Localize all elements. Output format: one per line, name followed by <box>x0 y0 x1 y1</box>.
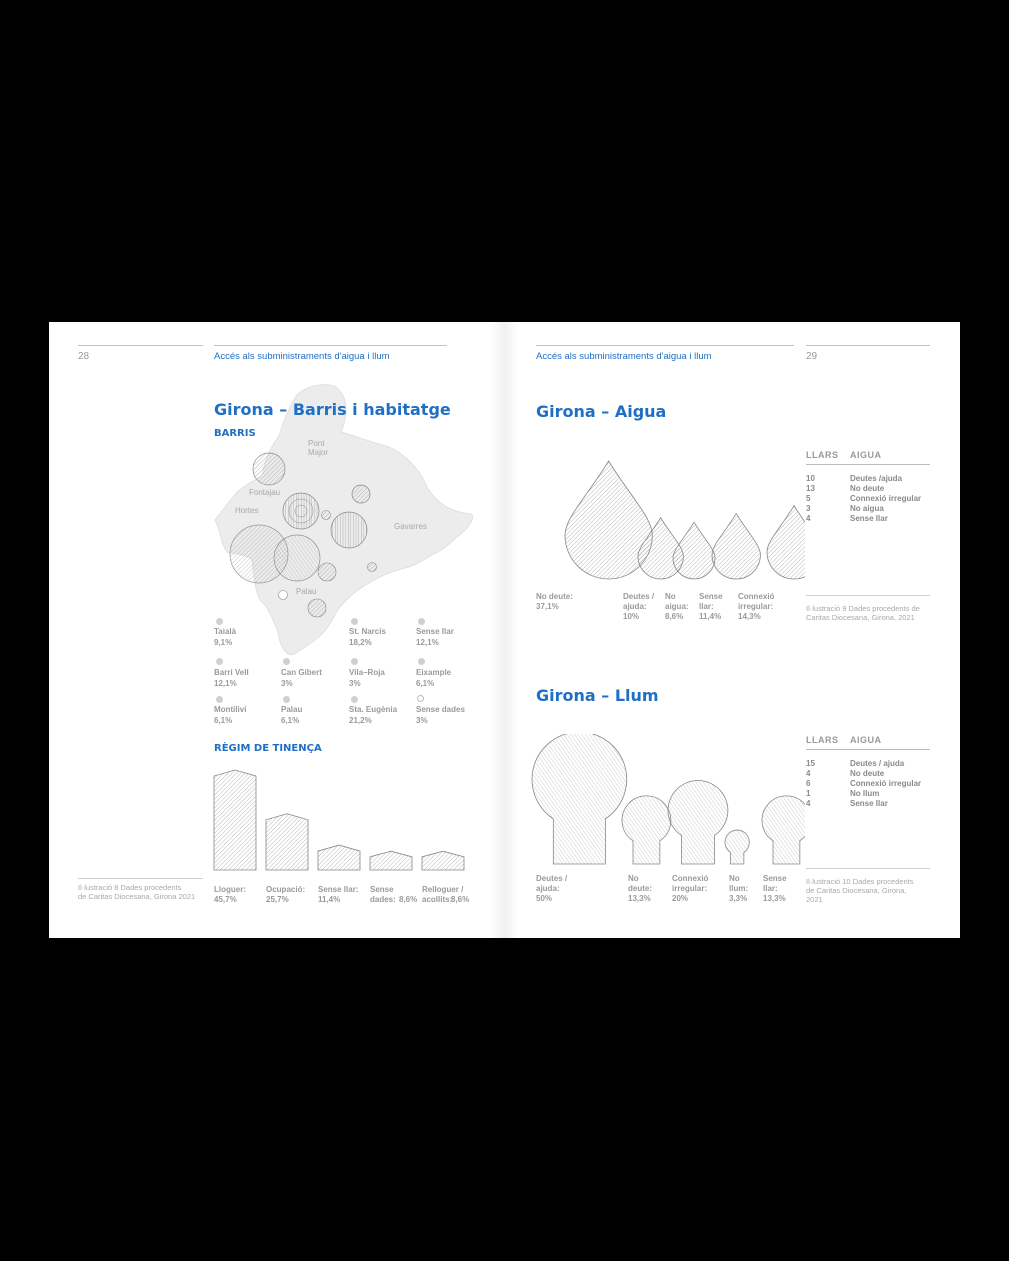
llum-bulb-value: 13,3% <box>628 894 651 903</box>
legend-dot <box>216 696 223 703</box>
aigua-table <box>806 450 930 530</box>
regim-bar-label: Lloguer: <box>214 885 246 894</box>
legend-value: 6,1% <box>281 716 300 725</box>
row-count: 3 <box>806 504 811 513</box>
aigua-drop-value: 11,4% <box>699 612 722 621</box>
llum-bulb-value: 3,3% <box>729 894 748 903</box>
legend-name: Palau <box>281 705 303 714</box>
row-label: Connexió irregular <box>850 779 922 788</box>
llum-table-row <box>806 799 946 809</box>
aigua-table-header-aigua: AIGUA <box>850 450 882 460</box>
regim-bar-label: Sense llar: <box>318 885 359 894</box>
book-spread <box>49 322 960 938</box>
llum-bulb <box>762 796 805 864</box>
legend-value: 6,1% <box>416 679 435 688</box>
regim-bar <box>370 851 412 870</box>
aigua-table-row <box>806 494 946 504</box>
aigua-drop-label: Connexió irregular: <box>738 592 775 611</box>
legend-dot <box>418 618 425 625</box>
llum-table-row <box>806 759 946 769</box>
llum-bulb <box>668 780 728 864</box>
regim-bars-chart <box>209 762 479 872</box>
llum-table-row <box>806 779 946 789</box>
legend-value: 3% <box>416 716 428 725</box>
legend-value: 18,2% <box>349 638 372 647</box>
legend-name: Sense llar <box>416 627 454 636</box>
legend-dot <box>418 658 425 665</box>
row-label: No deute <box>850 484 885 493</box>
llum-bulb <box>725 830 749 864</box>
aigua-drop-label: Sense llar: <box>699 592 723 611</box>
aigua-drop-label: No aigua: <box>665 592 689 611</box>
llum-bulb-value: 13,3% <box>763 894 786 903</box>
aigua-drop-value: 14,3% <box>738 612 761 621</box>
legend-name: Taialà <box>214 627 237 636</box>
llum-title: Girona – Llum <box>536 686 659 705</box>
aigua-drop-value: 10% <box>623 612 640 621</box>
regim-bar-label: Relloguer / acollits: <box>422 885 464 904</box>
row-label: Deutes / ajuda <box>850 759 905 768</box>
llum-bulb <box>622 796 671 864</box>
aigua-drop-label: Deutes / ajuda: <box>623 592 655 611</box>
llum-bulb-label: Sense llar: <box>763 874 787 893</box>
map-circle-barri-vell <box>274 535 320 581</box>
map-circle-small-1 <box>322 511 331 520</box>
map-circle-palau <box>308 599 326 617</box>
aigua-drop <box>712 514 760 579</box>
llum-table-rule <box>806 749 930 750</box>
row-label: Deutes /ajuda <box>850 474 903 483</box>
legend-dot <box>216 618 223 625</box>
llum-table-header-llars: LLARS <box>806 735 839 745</box>
legend-dot <box>351 696 358 703</box>
map-label-fontajau: Fontajau <box>249 488 281 497</box>
legend-name: Montilivi <box>214 705 247 714</box>
legend-name: Vila–Roja <box>349 668 385 677</box>
regim-bar-value: 25,7% <box>266 895 289 904</box>
running-head-right: Accés als subministraments d'aigua i llum <box>536 351 712 362</box>
llum-footnote: Il·lustració 10 Dades procedents de Caritas Diocesana, Girona, 2021 <box>806 877 914 904</box>
regim-bar <box>422 851 464 870</box>
legend-value: 6,1% <box>214 716 233 725</box>
map-label-pont-major: Pont Major <box>308 439 329 457</box>
map-circle-fontajau <box>283 493 319 529</box>
row-count: 4 <box>806 799 811 808</box>
legend-value: 12,1% <box>214 679 237 688</box>
girona-barris-map <box>199 377 489 667</box>
row-label: Sense llar <box>850 514 888 523</box>
row-label: No llum <box>850 789 880 798</box>
row-count: 6 <box>806 779 811 788</box>
aigua-table-row <box>806 484 946 494</box>
barris-heading: BARRIS <box>214 428 256 439</box>
right-top-rule-short <box>806 345 930 346</box>
legend-name: Sense dades <box>416 705 465 714</box>
map-circle-palau-open <box>279 591 288 600</box>
regim-bar-value: 8,6% <box>451 895 470 904</box>
legend-dot <box>283 658 290 665</box>
row-count: 4 <box>806 514 811 523</box>
row-count: 4 <box>806 769 811 778</box>
regim-bar-value: 8,6% <box>399 895 418 904</box>
regim-bar <box>318 845 360 870</box>
llum-bulb <box>532 734 627 864</box>
llum-table-row <box>806 769 946 779</box>
legend-value: 3% <box>281 679 293 688</box>
row-label: No deute <box>850 769 885 778</box>
legend-value: 3% <box>349 679 361 688</box>
regim-bar <box>266 814 308 870</box>
legend-dot <box>351 658 358 665</box>
aigua-drop-value: 8,6% <box>665 612 684 621</box>
map-label-palau: Palau <box>296 587 317 596</box>
row-label: Connexió irregular <box>850 494 922 503</box>
llum-bulb-value: 50% <box>536 894 553 903</box>
left-footnote: Il·lustració 8 Dades procedents de Caritas Diocesana, Girona 2021 <box>78 883 196 901</box>
legend-name: Sta. Eugènia <box>349 705 398 714</box>
aigua-table-row <box>806 514 946 524</box>
legend-value: 12,1% <box>416 638 439 647</box>
legend-name: St. Narcís <box>349 627 386 636</box>
aigua-footnote-rule <box>806 595 930 596</box>
row-count: 5 <box>806 494 811 503</box>
map-circle-gavarres <box>331 512 367 548</box>
map-circle-ne <box>352 485 370 503</box>
map-circle-small-2 <box>318 563 336 581</box>
aigua-drops-chart <box>530 452 805 582</box>
running-head-left: Accés als subministraments d'aigua i llum <box>214 351 390 362</box>
left-page <box>49 322 504 938</box>
regim-bar <box>214 770 256 870</box>
aigua-drop <box>673 522 715 579</box>
regim-bar-label: Sense dades: <box>370 885 396 904</box>
row-count: 13 <box>806 484 815 493</box>
aigua-drop-value: 37,1% <box>536 602 559 611</box>
legend-dot <box>283 696 290 703</box>
regim-bar-label: Ocupació: <box>266 885 306 894</box>
row-label: No aigua <box>850 504 884 513</box>
llum-bulb-label: Connexió irregular: <box>672 874 709 893</box>
llum-bulb-label: No deute: <box>628 874 652 893</box>
aigua-drop-label: No deute: <box>536 592 573 601</box>
llum-table <box>806 735 930 815</box>
aigua-table-row <box>806 504 946 514</box>
row-count: 10 <box>806 474 815 483</box>
left-top-rule-long <box>214 345 447 346</box>
aigua-drop <box>767 506 805 579</box>
llum-bulb-label: No llum: <box>729 874 749 893</box>
regim-bar-value: 11,4% <box>318 895 341 904</box>
llum-table-header-aigua: AIGUA <box>850 735 882 745</box>
legend-dot <box>351 618 358 625</box>
legend-name: Barri Vell <box>214 668 249 677</box>
aigua-title: Girona – Aigua <box>536 402 667 421</box>
row-count: 15 <box>806 759 815 768</box>
map-circle-pont-major <box>253 453 285 485</box>
llum-bulbs-chart <box>530 734 805 869</box>
map-label-gavarres: Gavarres <box>394 522 427 531</box>
right-top-rule-long <box>536 345 794 346</box>
legend-name: Can Gibert <box>281 668 322 677</box>
legend-value: 21,2% <box>349 716 372 725</box>
aigua-table-rule <box>806 464 930 465</box>
legend-dot <box>216 658 223 665</box>
row-count: 1 <box>806 789 811 798</box>
llum-bulb-label: Deutes / ajuda: <box>536 874 568 893</box>
legend-name: Eixample <box>416 668 452 677</box>
aigua-footnote: Il·lustració 9 Dades procedents de Caritas Diocesana, Girona, 2021 <box>806 604 920 622</box>
legend-value: 9,1% <box>214 638 233 647</box>
regim-bar-value: 45,7% <box>214 895 237 904</box>
llum-bulb-value: 20% <box>672 894 689 903</box>
page-number-right: 29 <box>806 351 818 362</box>
map-label-hortes: Hortes <box>235 506 259 515</box>
legend-dot-open <box>417 695 424 702</box>
right-page <box>505 322 960 938</box>
regim-heading: RÈGIM DE TINENÇA <box>214 743 322 754</box>
left-page-title: Girona – Barris i habitatge <box>214 400 451 419</box>
map-circle-small-3 <box>368 563 377 572</box>
aigua-table-row <box>806 474 946 484</box>
left-footnote-rule <box>78 878 203 879</box>
llum-footnote-rule <box>806 868 930 869</box>
aigua-table-header-llars: LLARS <box>806 450 839 460</box>
page-number-left: 28 <box>78 351 90 362</box>
row-label: Sense llar <box>850 799 888 808</box>
llum-table-row <box>806 789 946 799</box>
left-top-rule-short <box>78 345 203 346</box>
